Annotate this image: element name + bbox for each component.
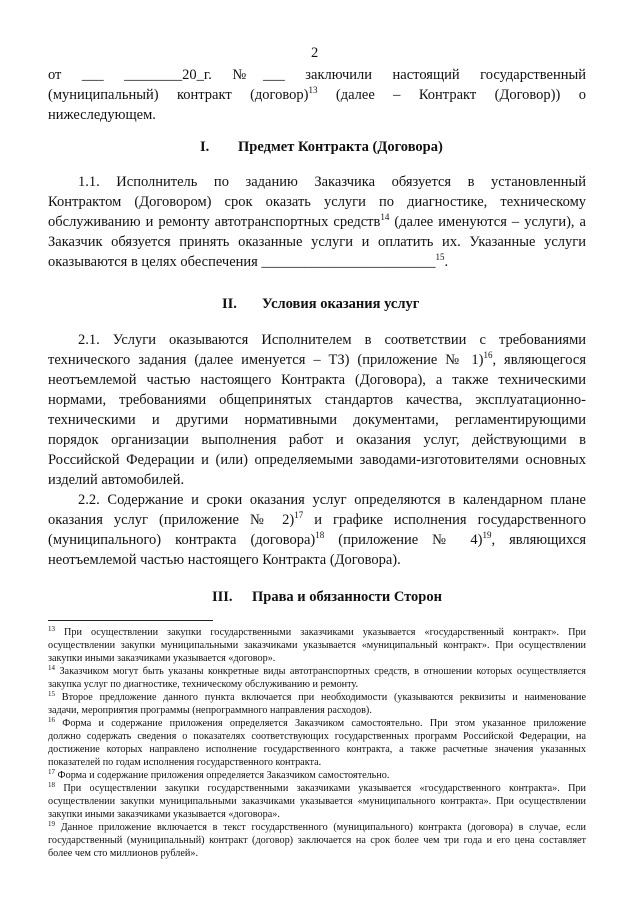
footnote-ref-13[interactable]: 13	[308, 85, 318, 95]
footnote-15-line-2: задачи, мероприятия программы (непрограммного направления расходов).	[48, 705, 372, 716]
section-1-number: I.	[200, 139, 210, 155]
intro-line-1: от ___ ________20_г. №___ заключили настоящий государственный	[48, 67, 586, 83]
footnote-16-line-1: $^{16}$ Форма и содержание приложения определяется Заказчиком самостоятельно. При этом указанное приложение	[48, 716, 586, 729]
clause-2-1-line-6: порядок организации выполнения работ и оказания услуг, действующими в	[48, 432, 586, 448]
footnote-19-line-1: $^{19}$ Данное приложение включается в текст государственного (муниципального) контракта (договора) в случае, если	[48, 820, 587, 833]
clause-2-2-line-3: (муниципального) контракта (договора)$^{18}$ (приложение № 4)$^{19}$, являющихся	[48, 530, 586, 548]
footnote-18-line-2: осуществлении закупки муниципальными заказчиками указывается «муниципального контракта». При осуществлении	[48, 796, 586, 807]
footnote-15-line-1: $^{15}$ Второе предложение данного пункта включается при необходимости (указываются реквизиты и наименование	[48, 690, 587, 703]
clause-2-2-line-1: 2.2. Содержание и сроки оказания услуг определяются в календарном плане	[78, 492, 586, 508]
footnote-16-line-2: должно содержать сведения о показателях соответствующих государственных программ Российской Федерации, на	[48, 731, 586, 742]
footnote-19-line-2: государственный (муниципальный) контракт (договор) заключается на срок более чем три года и его цена составляет	[48, 835, 586, 846]
section-3-title: Права и обязанности Сторон	[252, 589, 442, 605]
footnote-ref-18[interactable]: 18	[315, 530, 325, 540]
clause-1-1-line-1: 1.1. Исполнитель по заданию Заказчика обязуется в установленный	[78, 174, 586, 190]
footnote-ref-16[interactable]: 16	[483, 350, 493, 360]
footnote-ref-17[interactable]: 17	[294, 510, 304, 520]
footnote-ref-14[interactable]: 14	[380, 212, 390, 222]
clause-2-2-line-4: неотъемлемой частью настоящего Контракта (Договора).	[48, 552, 401, 568]
clause-2-1-line-8: изделий автомобилей.	[48, 472, 185, 488]
footnote-ref-15[interactable]: 15	[435, 252, 445, 262]
footnote-17-line-1: $^{17}$ Форма и содержание приложения определяется Заказчиком самостоятельно.	[48, 768, 390, 781]
clause-1-1-line-3: обслуживанию и ремонту автотранспортных средств$^{14}$ (далее именуются – услуги), а	[48, 212, 586, 230]
section-1-title: Предмет Контракта (Договора)	[238, 139, 443, 155]
intro-line-2: (муниципальный) контракт (договор)$^{13}$ (далее – Контракт (Договор)) о	[48, 85, 586, 103]
clause-2-1-line-7: Российской Федерации и (или) определяемыми заводами-изготовителями основных	[48, 452, 586, 468]
footnote-13-line-3: закупки иными заказчиками указывается «договор».	[48, 653, 276, 664]
clause-2-1-line-1: 2.1. Услуги оказываются Исполнителем в соответствии с требованиями	[78, 332, 586, 348]
clause-2-1-line-5: техническими и другими нормативными документами, регламентирующими	[48, 412, 586, 428]
footnote-14-line-1: $^{14}$ Заказчиком могут быть указаны конкретные виды автотранспортных средств, в отношении которых осуществляется	[48, 664, 586, 677]
clause-1-1-line-2: Контрактом (Договором) срок оказать услуги по диагностике, техническому	[48, 194, 586, 210]
clause-2-1-line-2: технического задания (далее именуется – ТЗ) (приложение № 1)$^{16}$, являющегося	[48, 350, 586, 368]
section-3-number: III.	[212, 589, 233, 605]
footnote-13-line-2: осуществлении закупки муниципальными заказчиками указывается «муниципальный контракт». При осуществлении	[48, 640, 586, 651]
footnote-18-line-1: $^{18}$ При осуществлении закупки государственными заказчиками указывается «государственного контракта». При	[48, 781, 586, 794]
footnote-18-line-3: закупки иными заказчиками указывается «договора».	[48, 809, 280, 820]
section-2-title: Условия оказания услуг	[262, 296, 420, 312]
footnote-16-line-4: показателей по годам исполнения государственного контракта.	[48, 757, 322, 768]
footnote-19-line-3: более чем сто миллионов рублей».	[48, 848, 198, 859]
footnote-13-line-1: $^{13}$ При осуществлении закупки государственными заказчиками указывается «государственный контракт». При	[48, 625, 587, 638]
clause-1-1-line-5: оказываются в целях обеспечения ________________________$^{15}$.	[48, 252, 449, 270]
intro-line-3: нижеследующем.	[48, 107, 156, 123]
page-number: 2	[311, 45, 319, 61]
section-2-number: II.	[222, 296, 237, 312]
clause-1-1-line-4: Заказчик обязуется принять оказанные услуги и оплатить их. Указанные услуги	[48, 234, 586, 250]
clause-2-1-line-3: неотъемлемой частью настоящего Контракта (Договора), а также техническими	[48, 372, 586, 388]
footnote-ref-19[interactable]: 19	[482, 530, 492, 540]
clause-2-1-line-4: нормами, требованиями общепринятых стандартов качества, эксплуатационно-	[48, 392, 586, 408]
footnote-separator	[48, 620, 213, 621]
footnote-14-line-2: закупка услуг по диагностике, техническому обслуживанию и ремонту.	[48, 679, 359, 690]
footnote-16-line-3: достижение которых направлено исполнение государственного контракта, а также расчетные значения указанных	[48, 744, 586, 755]
clause-2-2-line-2: оказания услуг (приложение № 2)$^{17}$ и графике исполнения государственного	[48, 510, 586, 528]
